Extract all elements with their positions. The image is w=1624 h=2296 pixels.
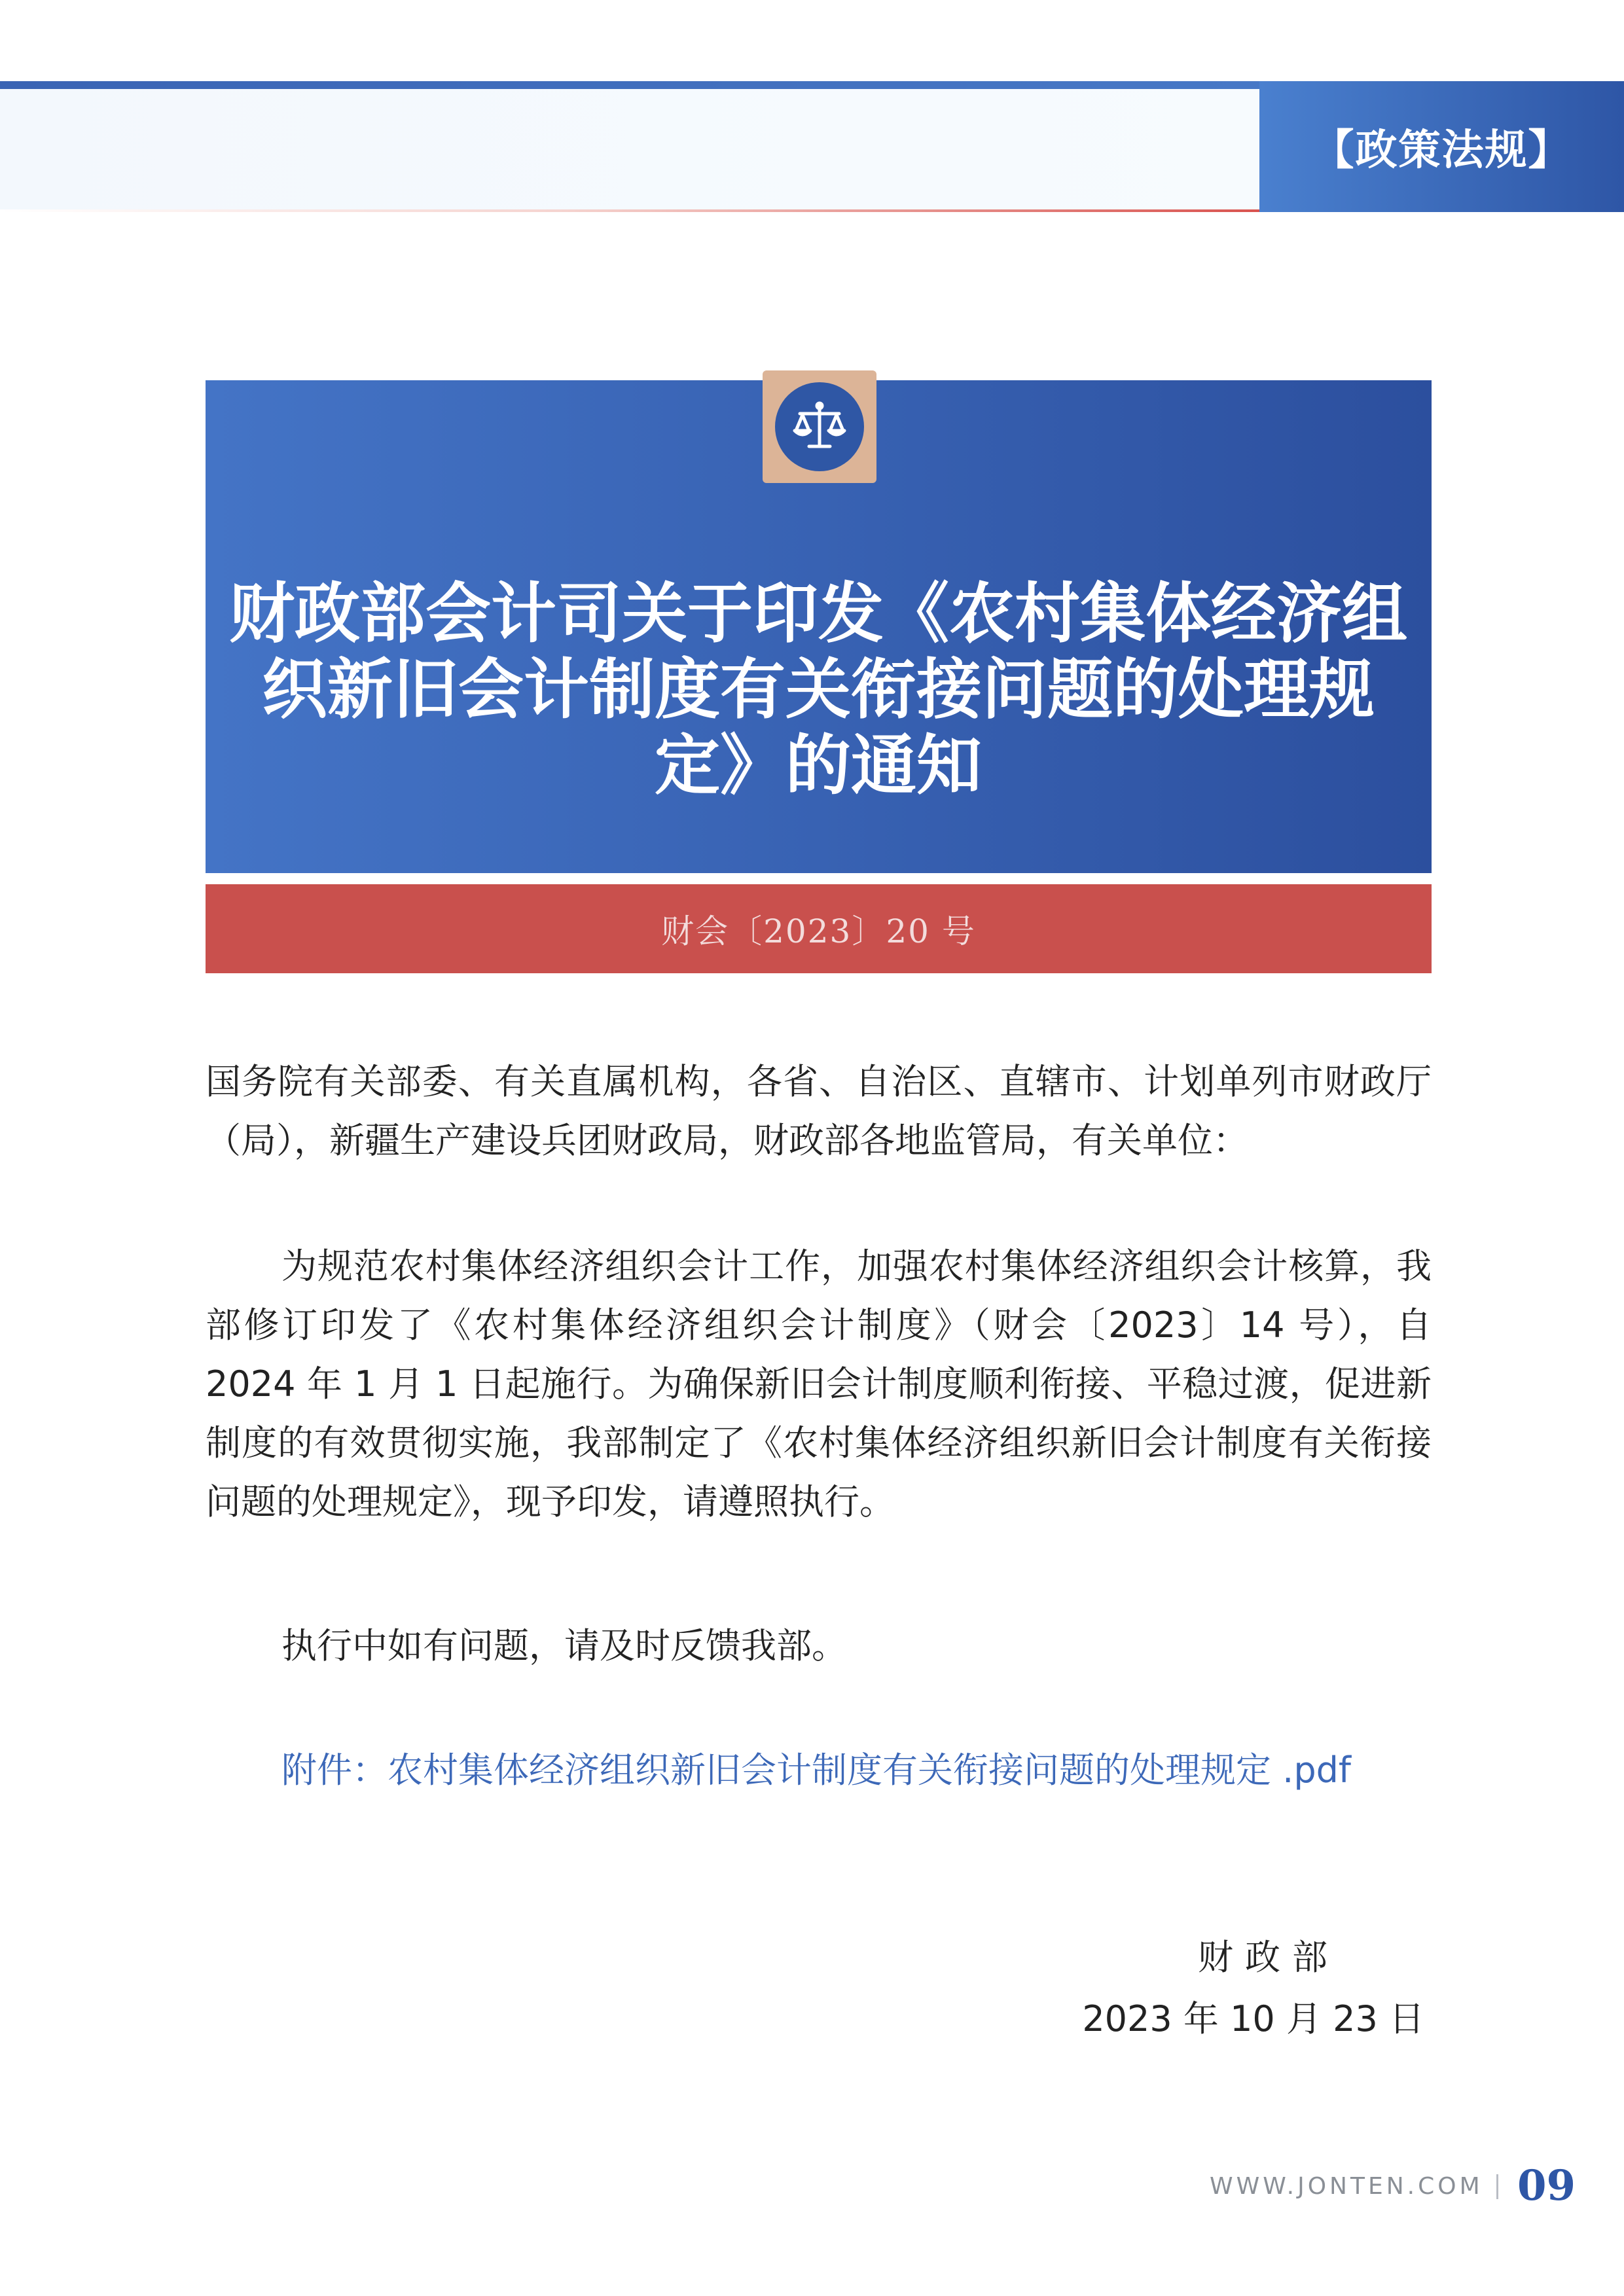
header-divider xyxy=(0,209,1259,212)
category-label: 【政策法规】 xyxy=(1312,126,1572,175)
footer-separator xyxy=(1496,2174,1498,2199)
notice-title: 财政部会计司关于印发《农村集体经济组织新旧会计制度有关衔接问题的处理规定》的通知 xyxy=(229,575,1407,804)
emblem-badge xyxy=(763,370,876,483)
category-tab xyxy=(1259,81,1624,212)
doc-number-bar xyxy=(206,884,1432,973)
header-top-line xyxy=(0,81,1259,89)
header-band xyxy=(0,89,1259,211)
page-number: 09 xyxy=(1517,2161,1576,2210)
recipients-paragraph: 国务院有关部委、有关直属机构，各省、自治区、直辖市、计划单列市财政厅（局），新疆生产建设兵团财政局，财政部各地监管局，有关单位： xyxy=(206,1061,1432,1161)
body-paragraph-2: 执行中如有问题，请及时反馈我部。 xyxy=(281,1625,847,1666)
body-paragraph-1: 为规范农村集体经济组织会计工作，加强农村集体经济组织会计核算，我部修订印发了《农村集体经济组织会计制度》（财会〔2023〕14 号），自 2024 年 1 月 1 日起施行。为确保新旧会计制度顺利衔接、平稳过渡，促进新制度的有效贯彻实施，我部制定了《农村集体经济组织新旧会计制度有关衔接问题的处理规定》，现予印发，请遵照执行。 xyxy=(206,1246,1432,1522)
emblem-circle xyxy=(775,382,864,471)
footer-url: WWW.JONTEN.COM xyxy=(1210,2173,1483,2200)
attachment-link[interactable]: 附件：农村集体经济组织新旧会计制度有关衔接问题的处理规定 .pdf xyxy=(281,1749,1351,1791)
signature-org: 财政部 xyxy=(1198,1937,1339,1978)
doc-number: 财会〔2023〕20 号 xyxy=(661,912,976,950)
balance-scale-icon xyxy=(789,397,850,457)
signature-date: 2023 年 10 月 23 日 xyxy=(1082,1998,1424,2039)
